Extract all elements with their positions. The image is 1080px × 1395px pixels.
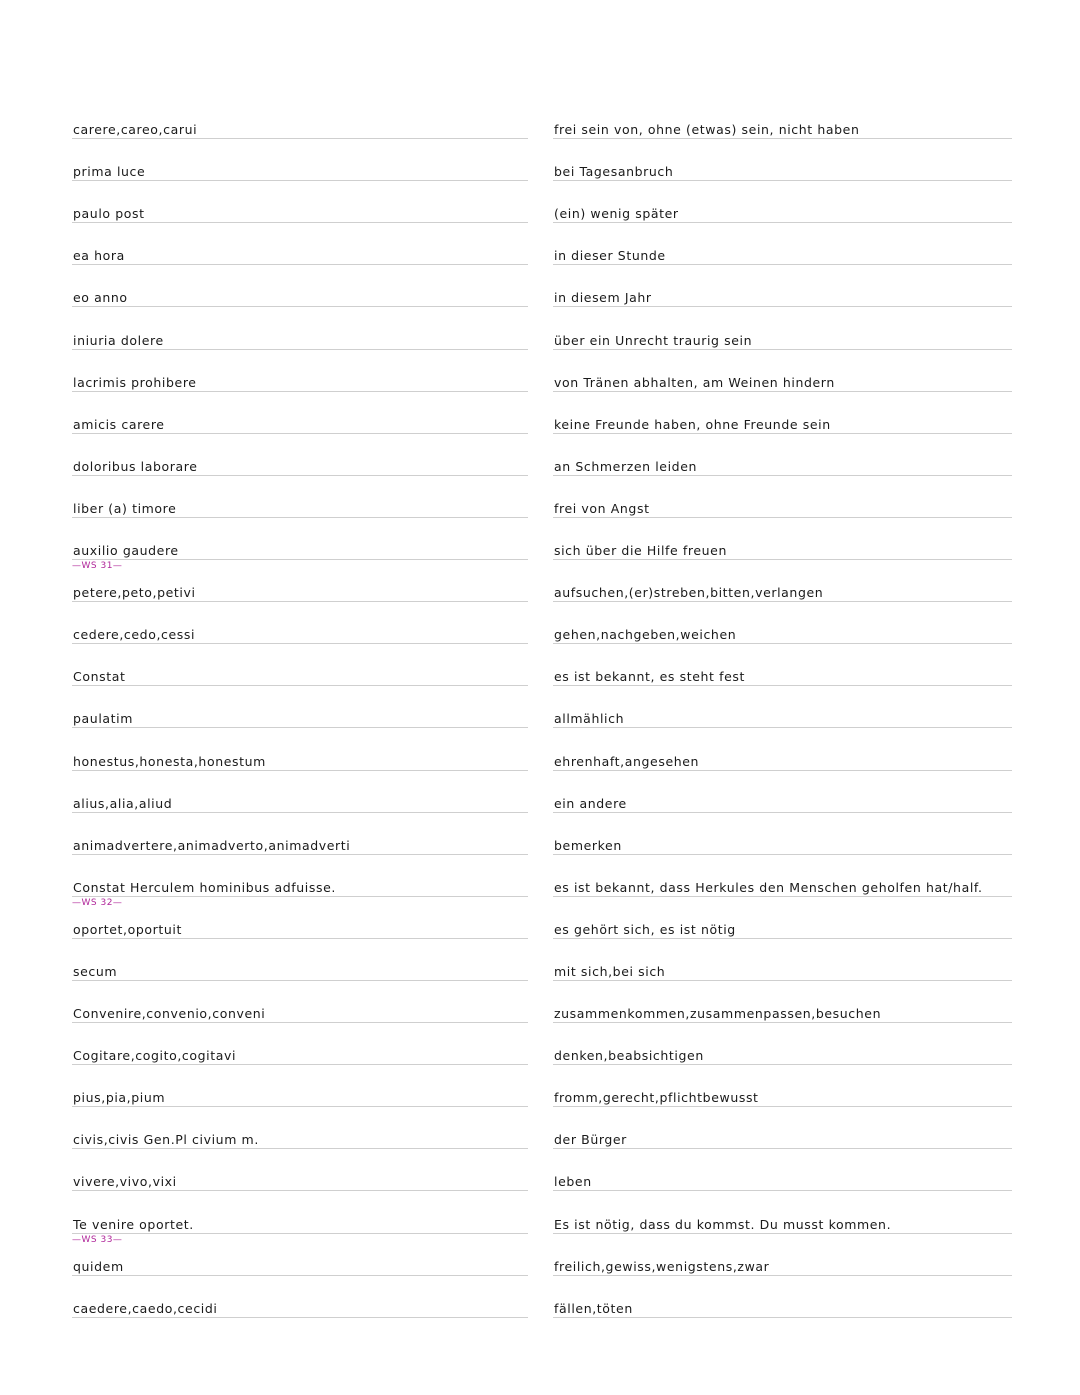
german-entry-text: an Schmerzen leiden — [554, 458, 698, 474]
latin-entry — [72, 602, 528, 644]
section-marker: —WS 33— — [72, 1234, 123, 1245]
section-marker: —WS 32— — [72, 897, 123, 908]
latin-entry-text: Cogitare,cogito,cogitavi — [73, 1048, 237, 1064]
german-entry-text: mit sich,bei sich — [554, 963, 666, 979]
latin-entry — [72, 518, 528, 572]
latin-entry-text: prima luce — [73, 164, 146, 180]
german-entry-text: der Bürger — [554, 1132, 627, 1148]
german-entry-text: (ein) wenig später — [554, 206, 679, 222]
latin-entry-text: Constat Herculem hominibus adfuisse. — [73, 879, 336, 895]
latin-entry — [72, 897, 528, 939]
latin-entry-text: auxilio gaudere — [73, 543, 179, 559]
german-entry — [553, 476, 1012, 518]
latin-entry — [72, 350, 528, 392]
german-entry-text: gehen,nachgeben,weichen — [554, 627, 737, 643]
german-entry — [553, 181, 1012, 223]
german-entry — [553, 644, 1012, 686]
latin-entry — [72, 855, 528, 908]
latin-entry-text: Te venire oportet. — [73, 1216, 194, 1232]
latin-entry — [72, 771, 528, 813]
german-entry-text: keine Freunde haben, ohne Freunde sein — [554, 416, 831, 432]
german-entry-text: frei sein von, ohne (etwas) sein, nicht haben — [554, 122, 860, 138]
german-entry — [553, 1149, 1012, 1191]
latin-entry-text: cedere,cedo,cessi — [73, 627, 196, 643]
latin-entry-text: alius,alia,aliud — [73, 795, 173, 811]
german-entry — [553, 139, 1012, 181]
latin-entry-text: liber (a) timore — [73, 500, 177, 516]
german-entry — [553, 560, 1012, 602]
german-entry-text: es ist bekannt, dass Herkules den Menschen geholfen hat/half. — [554, 879, 983, 895]
latin-entry — [72, 1191, 528, 1245]
german-entry — [553, 602, 1012, 644]
section-marker: —WS 31— — [72, 561, 123, 572]
latin-entry — [72, 1107, 528, 1149]
latin-entry — [72, 307, 528, 349]
german-entry-text: fällen,töten — [554, 1300, 633, 1316]
latin-entry-text: paulo post — [73, 206, 145, 222]
german-entry-text: über ein Unrecht traurig sein — [554, 332, 753, 348]
latin-entry-text: ea hora — [73, 248, 125, 264]
latin-entry — [72, 181, 528, 223]
german-entry-text: in diesem Jahr — [554, 290, 652, 306]
german-entry — [553, 350, 1012, 392]
german-entry — [553, 223, 1012, 265]
latin-entry — [72, 223, 528, 265]
latin-entry-text: oportet,oportuit — [73, 921, 183, 937]
german-entry-text: in dieser Stunde — [554, 248, 666, 264]
latin-entry — [72, 1149, 528, 1191]
latin-entry-text: carere,careo,carui — [73, 122, 198, 138]
german-entry-text: Es ist nötig, dass du kommst. Du musst kommen. — [554, 1216, 892, 1232]
latin-entry — [72, 1234, 528, 1276]
latin-entry-text: quidem — [73, 1258, 124, 1274]
german-entry-text: allmählich — [554, 711, 625, 727]
latin-entry-text: animadvertere,animadverto,animadverti — [73, 837, 351, 853]
german-entry — [553, 1023, 1012, 1065]
german-entry — [553, 392, 1012, 434]
german-entry — [553, 97, 1012, 139]
latin-entry-text: pius,pia,pium — [73, 1090, 166, 1106]
latin-entry — [72, 139, 528, 181]
latin-entry — [72, 981, 528, 1023]
german-entry — [553, 1065, 1012, 1107]
latin-entry — [72, 434, 528, 476]
latin-entry — [72, 265, 528, 307]
latin-entry-text: eo anno — [73, 290, 128, 306]
latin-entry — [72, 1276, 528, 1318]
german-entry — [553, 897, 1012, 939]
german-entry-text: sich über die Hilfe freuen — [554, 543, 727, 559]
latin-entry-text: petere,peto,petivi — [73, 585, 196, 601]
german-entry — [553, 265, 1012, 307]
german-entry — [553, 855, 1012, 897]
german-entry — [553, 307, 1012, 349]
german-entry-text: ehrenhaft,angesehen — [554, 753, 700, 769]
german-entry — [553, 1234, 1012, 1276]
latin-entry-text: paulatim — [73, 711, 134, 727]
latin-entry — [72, 813, 528, 855]
latin-entry — [72, 392, 528, 434]
german-entry-text: ein andere — [554, 795, 627, 811]
latin-entry — [72, 1065, 528, 1107]
german-entry — [553, 1276, 1012, 1318]
latin-entry — [72, 728, 528, 770]
german-entry — [553, 813, 1012, 855]
german-entry-text: frei von Angst — [554, 500, 650, 516]
latin-entry — [72, 686, 528, 728]
latin-entry-text: iniuria dolere — [73, 332, 164, 348]
german-entry — [553, 1107, 1012, 1149]
latin-entry-text: caedere,caedo,cecidi — [73, 1300, 218, 1316]
german-entry — [553, 434, 1012, 476]
latin-entry — [72, 939, 528, 981]
german-entry — [553, 771, 1012, 813]
latin-entry-text: amicis carere — [73, 416, 165, 432]
latin-entry-text: civis,civis Gen.Pl civium m. — [73, 1132, 259, 1148]
latin-entry-text: Convenire,convenio,conveni — [73, 1006, 266, 1022]
german-entry-text: leben — [554, 1174, 592, 1190]
latin-entry-text: doloribus laborare — [73, 458, 198, 474]
german-entry-text: es ist bekannt, es steht fest — [554, 669, 746, 685]
german-entry — [553, 686, 1012, 728]
latin-entry-text: lacrimis prohibere — [73, 374, 197, 390]
german-entry-text: bei Tagesanbruch — [554, 164, 674, 180]
german-entry — [553, 1191, 1012, 1233]
german-entry-text: fromm,gerecht,pflichtbewusst — [554, 1090, 759, 1106]
latin-entry — [72, 476, 528, 518]
german-entry-text: freilich,gewiss,wenigstens,zwar — [554, 1258, 770, 1274]
latin-entry-text: honestus,honesta,honestum — [73, 753, 266, 769]
latin-entry — [72, 1023, 528, 1065]
german-entry-text: es gehört sich, es ist nötig — [554, 921, 736, 937]
latin-column — [72, 97, 528, 1318]
latin-entry — [72, 644, 528, 686]
german-entry — [553, 518, 1012, 560]
latin-entry-text: Constat — [73, 669, 126, 685]
german-entry — [553, 728, 1012, 770]
latin-entry-text: secum — [73, 963, 118, 979]
latin-entry-text: vivere,vivo,vixi — [73, 1174, 177, 1190]
latin-entry — [72, 560, 528, 602]
german-entry-text: aufsuchen,(er)streben,bitten,verlangen — [554, 585, 824, 601]
german-entry — [553, 981, 1012, 1023]
german-entry-text: von Tränen abhalten, am Weinen hindern — [554, 374, 835, 390]
german-entry — [553, 939, 1012, 981]
german-entry-text: bemerken — [554, 837, 622, 853]
latin-entry — [72, 97, 528, 139]
german-entry-text: denken,beabsichtigen — [554, 1048, 704, 1064]
german-column — [553, 97, 1012, 1318]
german-entry-text: zusammenkommen,zusammenpassen,besuchen — [554, 1006, 882, 1022]
